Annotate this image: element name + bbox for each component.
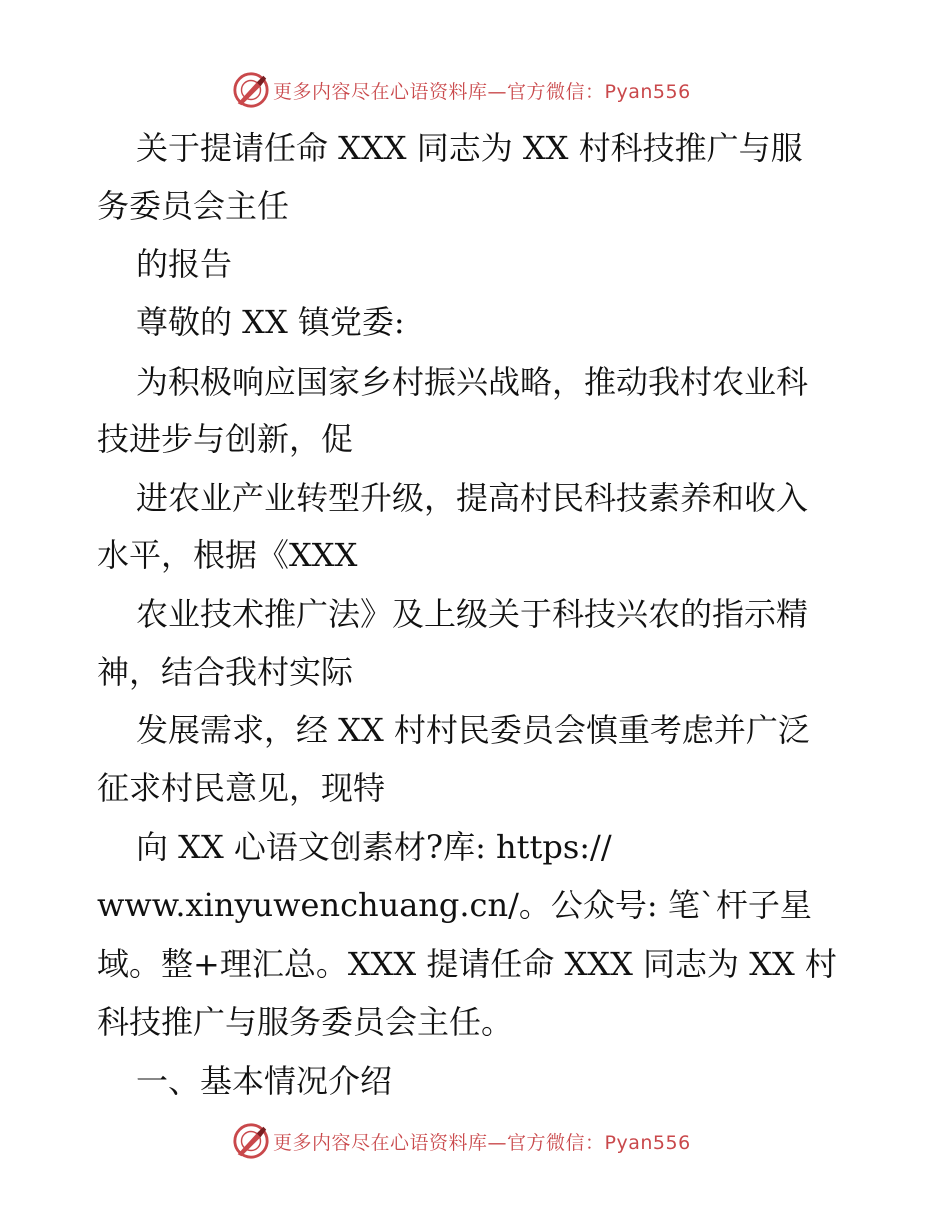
paragraph-line: 域。整+理汇总。XXX 提请任命 XXX 同志为 XX 村 [97, 945, 837, 983]
paragraph-line: 技进步与创新，促 [97, 420, 354, 458]
paragraph-line: 科技推广与服务委员会主任。 [97, 1003, 514, 1041]
title-line-2: 务委员会主任 [97, 187, 290, 225]
paragraph-line: 向 XX 心语文创素材?库: https:// [136, 828, 612, 866]
watermark-header [232, 70, 691, 110]
logo-icon [232, 71, 270, 109]
title-line-3: 的报告 [136, 245, 233, 283]
paragraph-line: 农业技术推广法》及上级关于科技兴农的指示精 [136, 595, 809, 633]
paragraph-line: 水平，根据《XXX [97, 536, 358, 574]
paragraph-line: www.xinyuwenchuang.cn/。公众号: 笔`杆子星 [97, 886, 812, 924]
paragraph-line: 发展需求，经 XX 村村民委员会慎重考虑并广泛 [136, 711, 810, 749]
watermark-text: 更多内容尽在心语资料库—官方微信：Pyan556 [273, 80, 691, 103]
title-line-1: 关于提请任命 XXX 同志为 XX 村科技推广与服 [136, 129, 803, 167]
watermark-footer [232, 1121, 691, 1161]
section-heading: 一、基本情况介绍 [136, 1062, 393, 1100]
logo-icon [232, 1122, 270, 1160]
salutation: 尊敬的 XX 镇党委: [136, 303, 405, 341]
paragraph-line: 为积极响应国家乡村振兴战略，推动我村农业科 [136, 363, 809, 401]
paragraph-line: 神，结合我村实际 [97, 653, 354, 691]
paragraph-line: 进农业产业转型升级，提高村民科技素养和收入 [136, 479, 809, 517]
watermark-text: 更多内容尽在心语资料库—官方微信：Pyan556 [273, 1131, 691, 1154]
paragraph-line: 征求村民意见，现特 [97, 769, 386, 807]
